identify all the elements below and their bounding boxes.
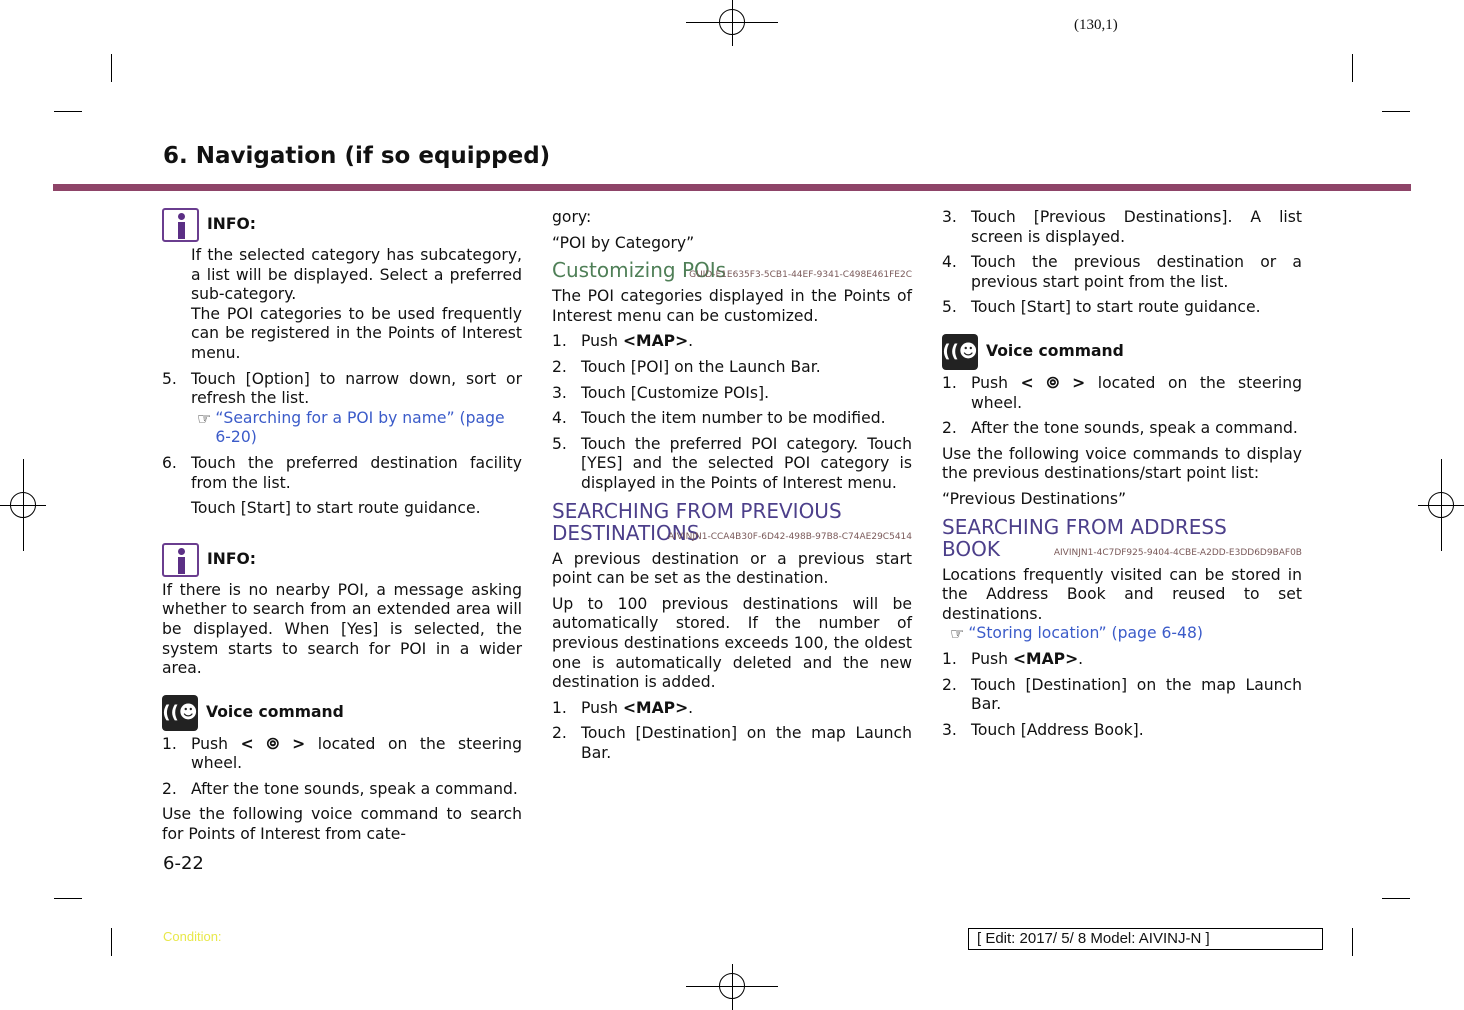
step-text: Touch [Start] to start route guidance.	[191, 499, 481, 518]
list-item	[942, 298, 1302, 318]
registration-mark	[10, 492, 36, 518]
body-text: gory:	[552, 208, 592, 226]
body-text: A previous destination or a previous start point can be set as the destination.	[552, 549, 912, 588]
guid: AIVINJN1-CCA4B30F-6D42-498B-97B8-C74AE29C5414	[668, 531, 912, 542]
step-text: After the tone sounds, speak a command.	[191, 779, 518, 798]
section-title: SEARCHING FROM ADDRESS BOOK	[942, 514, 1227, 561]
list-item	[942, 721, 1302, 741]
step-number: 4.	[552, 409, 567, 428]
step-number: 2.	[162, 779, 177, 798]
list-item	[162, 780, 522, 800]
button-name: <MAP>	[1012, 649, 1079, 668]
right-column	[942, 208, 1302, 746]
step-text: Touch [Option] to narrow down, sort or refresh the list.	[191, 369, 522, 408]
step-number: 3.	[942, 208, 957, 226]
crop-mark	[1352, 928, 1353, 956]
step-text: Touch the preferred destination facility from the list.	[191, 453, 522, 492]
step-text: Touch [Previous Destinations]. A list screen is displayed.	[971, 208, 1302, 246]
step-number: 4.	[942, 253, 957, 272]
reference-hand-icon: ☞	[197, 408, 212, 428]
section-title: Customizing POIs	[552, 258, 727, 283]
list-item	[552, 724, 912, 763]
list-item	[552, 699, 912, 719]
step-text: Touch [POI] on the Launch Bar.	[581, 357, 821, 376]
voice-label: Voice command	[986, 342, 1124, 361]
section-heading	[942, 516, 1302, 560]
button-name: <MAP>	[622, 698, 689, 717]
info-note	[162, 543, 522, 577]
step-text: Touch [Address Book].	[971, 720, 1144, 739]
list-item	[552, 358, 912, 378]
step-number: 2.	[942, 675, 957, 694]
step-text: Push	[581, 332, 623, 351]
step-number: 2.	[942, 419, 957, 438]
step-number: 5.	[552, 434, 567, 453]
step-number: 2.	[552, 724, 567, 743]
step-text: located on the steering wheel.	[971, 373, 1303, 412]
condition-label: Condition:	[163, 929, 222, 944]
list-item	[942, 374, 1302, 413]
talk-switch-icon: < ⦾ >	[240, 734, 306, 753]
step-text: Touch [Destination] on the map Launch Bar.	[971, 675, 1302, 714]
step-number: 3.	[942, 720, 957, 739]
body-text: Locations frequently visited can be stored in the Address Book and reused to set destinations.	[942, 565, 1302, 623]
voice-command-quote: “POI by Category”	[552, 233, 695, 252]
step-number: 2.	[552, 357, 567, 376]
list-item	[942, 676, 1302, 715]
voice-command-quote: “Previous Destinations”	[942, 489, 1127, 508]
info-text: If the selected category has subcategory, a list will be displayed. Select a preferred sub-category.	[191, 246, 522, 304]
step-text: Touch the previous destination or a previous start point from the list.	[971, 253, 1302, 291]
crop-mark	[111, 54, 112, 82]
crop-mark	[54, 111, 82, 112]
step-text: located on the steering wheel.	[191, 734, 523, 773]
list-item	[552, 435, 912, 494]
left-column	[162, 208, 522, 851]
info-note	[162, 208, 522, 242]
step-number: 5.	[942, 298, 957, 317]
crop-mark	[1382, 111, 1410, 112]
step-text: Push	[971, 373, 1021, 392]
crop-mark	[1352, 54, 1353, 82]
body-text: Use the following voice command to search for Points of Interest from cate-	[162, 805, 522, 844]
step-text: Touch [Start] to start route guidance.	[971, 298, 1261, 317]
list-item	[552, 332, 912, 352]
registration-mark	[719, 973, 745, 999]
page-reference: (130,1)	[1074, 17, 1118, 33]
step-number: 1.	[162, 734, 177, 753]
registration-mark	[1428, 492, 1454, 518]
crop-mark	[111, 928, 112, 956]
reference-link[interactable]: “Storing location” (page 6-48)	[968, 624, 1203, 643]
edit-info-box: [ Edit: 2017/ 5/ 8 Model: AIVINJ-N ]	[968, 928, 1323, 950]
list-item	[942, 253, 1302, 292]
list-item	[162, 370, 522, 448]
step-number: 5.	[162, 369, 177, 388]
step-text: Touch [Customize POIs].	[581, 383, 770, 402]
voice-label: Voice command	[206, 702, 344, 721]
guid: AIVINJN1-4C7DF925-9404-4CBE-A2DD-E3DD6D9BAF0B	[1053, 547, 1302, 558]
page-number: 6-22	[163, 853, 204, 874]
reference-link[interactable]: “Searching for a POI by name” (page 6-20)	[215, 408, 505, 447]
step-text: Touch [Destination] on the map Launch Bar.	[581, 724, 912, 762]
body-text: The POI categories displayed in the Points of Interest menu can be customized.	[552, 287, 912, 325]
list-item	[162, 735, 522, 774]
guid: GUID-E1E635F3-5CB1-44EF-9341-C498E461FE2C	[689, 269, 912, 280]
button-name: <MAP>	[622, 332, 689, 351]
section-title: SEARCHING FROM PREVIOUS DESTINATIONS	[552, 498, 842, 545]
voice-speaker-icon: ((☻	[162, 695, 198, 731]
reference-hand-icon: ☞	[950, 624, 965, 644]
list-item	[942, 650, 1302, 670]
body-text: Up to 100 previous destinations will be automatically stored. If the number of previous destinations exceeds 100, the oldest one is automatically deleted and the new destination is added.	[552, 594, 912, 692]
step-text: .	[1078, 649, 1084, 668]
info-text: If there is no nearby POI, a message asking whether to search from an extended area will be displayed. When [Yes] is selected, the system starts to search for POI in a wider area.	[162, 580, 522, 678]
list-item	[942, 419, 1302, 439]
talk-switch-icon: < ⦾ >	[1020, 373, 1086, 392]
step-text: Touch the preferred POI category. Touch [YES] and the selected POI category is displayed in the Points of Interest menu.	[581, 434, 912, 492]
list-item	[162, 454, 522, 525]
step-text: .	[688, 332, 694, 351]
body-text: Use the following voice commands to display the previous destinations/start point list:	[942, 444, 1302, 483]
step-text: Push	[971, 649, 1013, 668]
section-heading	[552, 259, 912, 281]
info-icon	[162, 543, 199, 577]
step-number: 1.	[552, 332, 567, 351]
voice-command-heading	[942, 334, 1302, 370]
list-item	[942, 208, 1302, 247]
registration-mark	[719, 9, 745, 35]
page-title: 6. Navigation (if so equipped)	[163, 143, 551, 169]
voice-command-heading	[162, 695, 522, 731]
crop-mark	[1382, 898, 1410, 899]
section-heading	[552, 500, 912, 544]
info-icon	[162, 208, 199, 242]
step-number: 1.	[942, 373, 957, 392]
step-number: 3.	[552, 383, 567, 402]
info-text: The POI categories to be used frequently can be registered in the Points of Interest menu.	[191, 304, 522, 362]
middle-column	[552, 208, 912, 769]
step-number: 6.	[162, 453, 177, 472]
info-label: INFO:	[207, 549, 256, 568]
voice-speaker-icon: ((☻	[942, 334, 978, 370]
list-item	[552, 384, 912, 404]
step-text: Touch the item number to be modified.	[581, 409, 886, 428]
step-text: .	[688, 698, 694, 717]
step-text: After the tone sounds, speak a command.	[971, 419, 1298, 438]
info-label: INFO:	[207, 215, 256, 234]
step-text: Push	[581, 698, 623, 717]
crop-mark	[54, 898, 82, 899]
step-number: 1.	[552, 698, 567, 717]
list-item	[552, 409, 912, 429]
header-bar	[53, 184, 1411, 191]
step-number: 1.	[942, 649, 957, 668]
step-text: Push	[191, 734, 241, 753]
